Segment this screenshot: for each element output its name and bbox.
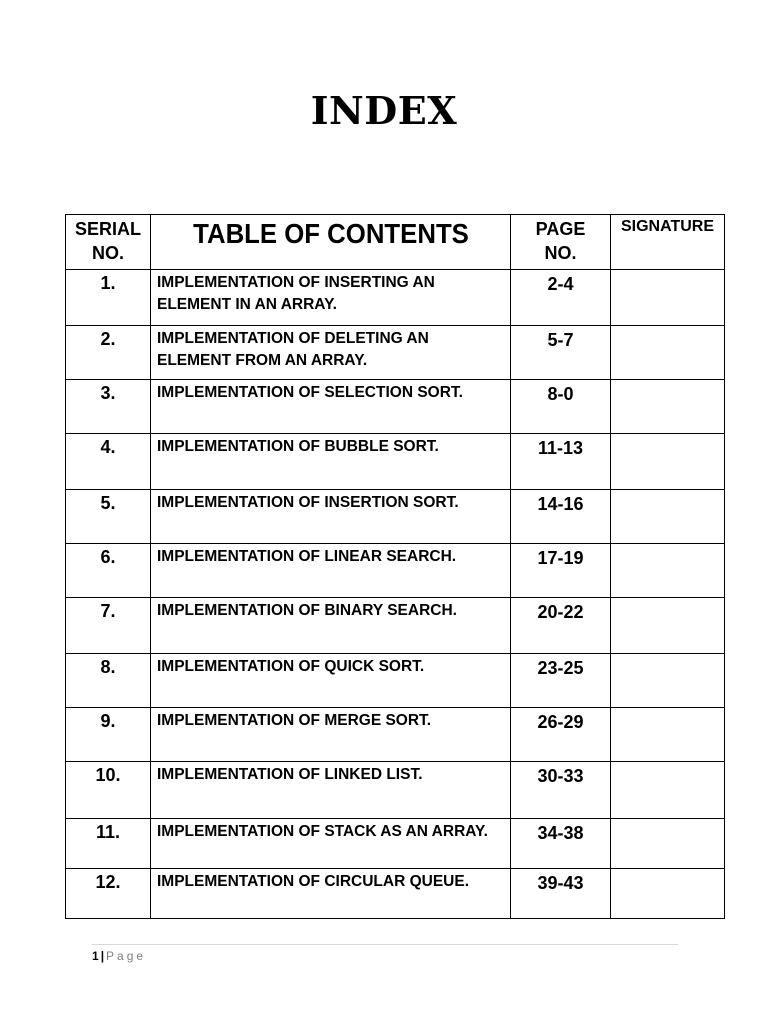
page-range-cell: 11-13 bbox=[511, 434, 611, 490]
signature-header: SIGNATURE bbox=[611, 215, 725, 270]
title-cell: IMPLEMENTATION OF STACK AS AN ARRAY. bbox=[151, 819, 511, 869]
serial-cell: 8. bbox=[66, 654, 151, 708]
signature-cell bbox=[611, 598, 725, 654]
signature-cell bbox=[611, 544, 725, 598]
title-cell: IMPLEMENTATION OF INSERTION SORT. bbox=[151, 490, 511, 544]
header-row bbox=[66, 215, 725, 270]
table-row bbox=[66, 708, 725, 762]
page-range-cell: 2-4 bbox=[511, 270, 611, 326]
signature-cell bbox=[611, 270, 725, 326]
title-cell: IMPLEMENTATION OF SELECTION SORT. bbox=[151, 380, 511, 434]
signature-cell bbox=[611, 869, 725, 919]
signature-cell bbox=[611, 708, 725, 762]
serial-cell: 10. bbox=[66, 762, 151, 819]
table-row bbox=[66, 598, 725, 654]
serial-no-header bbox=[66, 215, 151, 270]
page-range-cell: 23-25 bbox=[511, 654, 611, 708]
table-row bbox=[66, 380, 725, 434]
table-row bbox=[66, 544, 725, 598]
signature-cell bbox=[611, 762, 725, 819]
serial-cell: 9. bbox=[66, 708, 151, 762]
page-title: INDEX bbox=[310, 88, 458, 133]
page-range-cell: 8-0 bbox=[511, 380, 611, 434]
table-row bbox=[66, 869, 725, 919]
serial-header-line2: NO. bbox=[91, 243, 124, 263]
footer-page-number: 1 bbox=[92, 949, 99, 963]
serial-cell: 6. bbox=[66, 544, 151, 598]
page-no-header bbox=[511, 215, 611, 270]
page-header-line2: NO. bbox=[544, 243, 577, 263]
table-row bbox=[66, 326, 725, 380]
title-cell: IMPLEMENTATION OF BUBBLE SORT. bbox=[151, 434, 511, 490]
signature-cell bbox=[611, 326, 725, 380]
page-footer bbox=[92, 949, 146, 963]
title-cell: IMPLEMENTATION OF BINARY SEARCH. bbox=[151, 598, 511, 654]
contents-header: TABLE OF CONTENTS bbox=[165, 215, 496, 270]
page-range-cell: 34-38 bbox=[511, 819, 611, 869]
table-row bbox=[66, 762, 725, 819]
page-range-cell: 17-19 bbox=[511, 544, 611, 598]
footer-separator: | bbox=[100, 949, 105, 963]
page-range-cell: 5-7 bbox=[511, 326, 611, 380]
serial-cell: 12. bbox=[66, 869, 151, 919]
title-cell: IMPLEMENTATION OF QUICK SORT. bbox=[151, 654, 511, 708]
serial-cell: 7. bbox=[66, 598, 151, 654]
serial-cell: 11. bbox=[66, 819, 151, 869]
title-cell: IMPLEMENTATION OF MERGE SORT. bbox=[151, 708, 511, 762]
title-cell: IMPLEMENTATION OF DELETING AN ELEMENT FROM AN ARRAY. bbox=[151, 326, 511, 380]
table-row bbox=[66, 270, 725, 326]
table-row bbox=[66, 654, 725, 708]
signature-cell bbox=[611, 654, 725, 708]
signature-cell bbox=[611, 490, 725, 544]
table-row bbox=[66, 819, 725, 869]
footer-page-label: Page bbox=[106, 949, 147, 963]
footer-divider bbox=[92, 944, 678, 945]
title-cell: IMPLEMENTATION OF CIRCULAR QUEUE. bbox=[151, 869, 511, 919]
signature-cell bbox=[611, 380, 725, 434]
serial-cell: 5. bbox=[66, 490, 151, 544]
title-cell: IMPLEMENTATION OF INSERTING AN ELEMENT IN AN ARRAY. bbox=[151, 270, 511, 326]
index-table bbox=[65, 214, 725, 919]
table-row bbox=[66, 434, 725, 490]
serial-cell: 3. bbox=[66, 380, 151, 434]
serial-cell: 1. bbox=[66, 270, 151, 326]
page-range-cell: 26-29 bbox=[511, 708, 611, 762]
page-range-cell: 30-33 bbox=[511, 762, 611, 819]
serial-header-line1: SERIAL bbox=[74, 219, 141, 239]
page-header-line1: PAGE bbox=[535, 219, 586, 239]
title-cell: IMPLEMENTATION OF LINKED LIST. bbox=[151, 762, 511, 819]
signature-cell bbox=[611, 434, 725, 490]
title-cell: IMPLEMENTATION OF LINEAR SEARCH. bbox=[151, 544, 511, 598]
signature-cell bbox=[611, 819, 725, 869]
serial-cell: 4. bbox=[66, 434, 151, 490]
page-range-cell: 20-22 bbox=[511, 598, 611, 654]
page-range-cell: 14-16 bbox=[511, 490, 611, 544]
serial-cell: 2. bbox=[66, 326, 151, 380]
table-row bbox=[66, 490, 725, 544]
page-range-cell: 39-43 bbox=[511, 869, 611, 919]
